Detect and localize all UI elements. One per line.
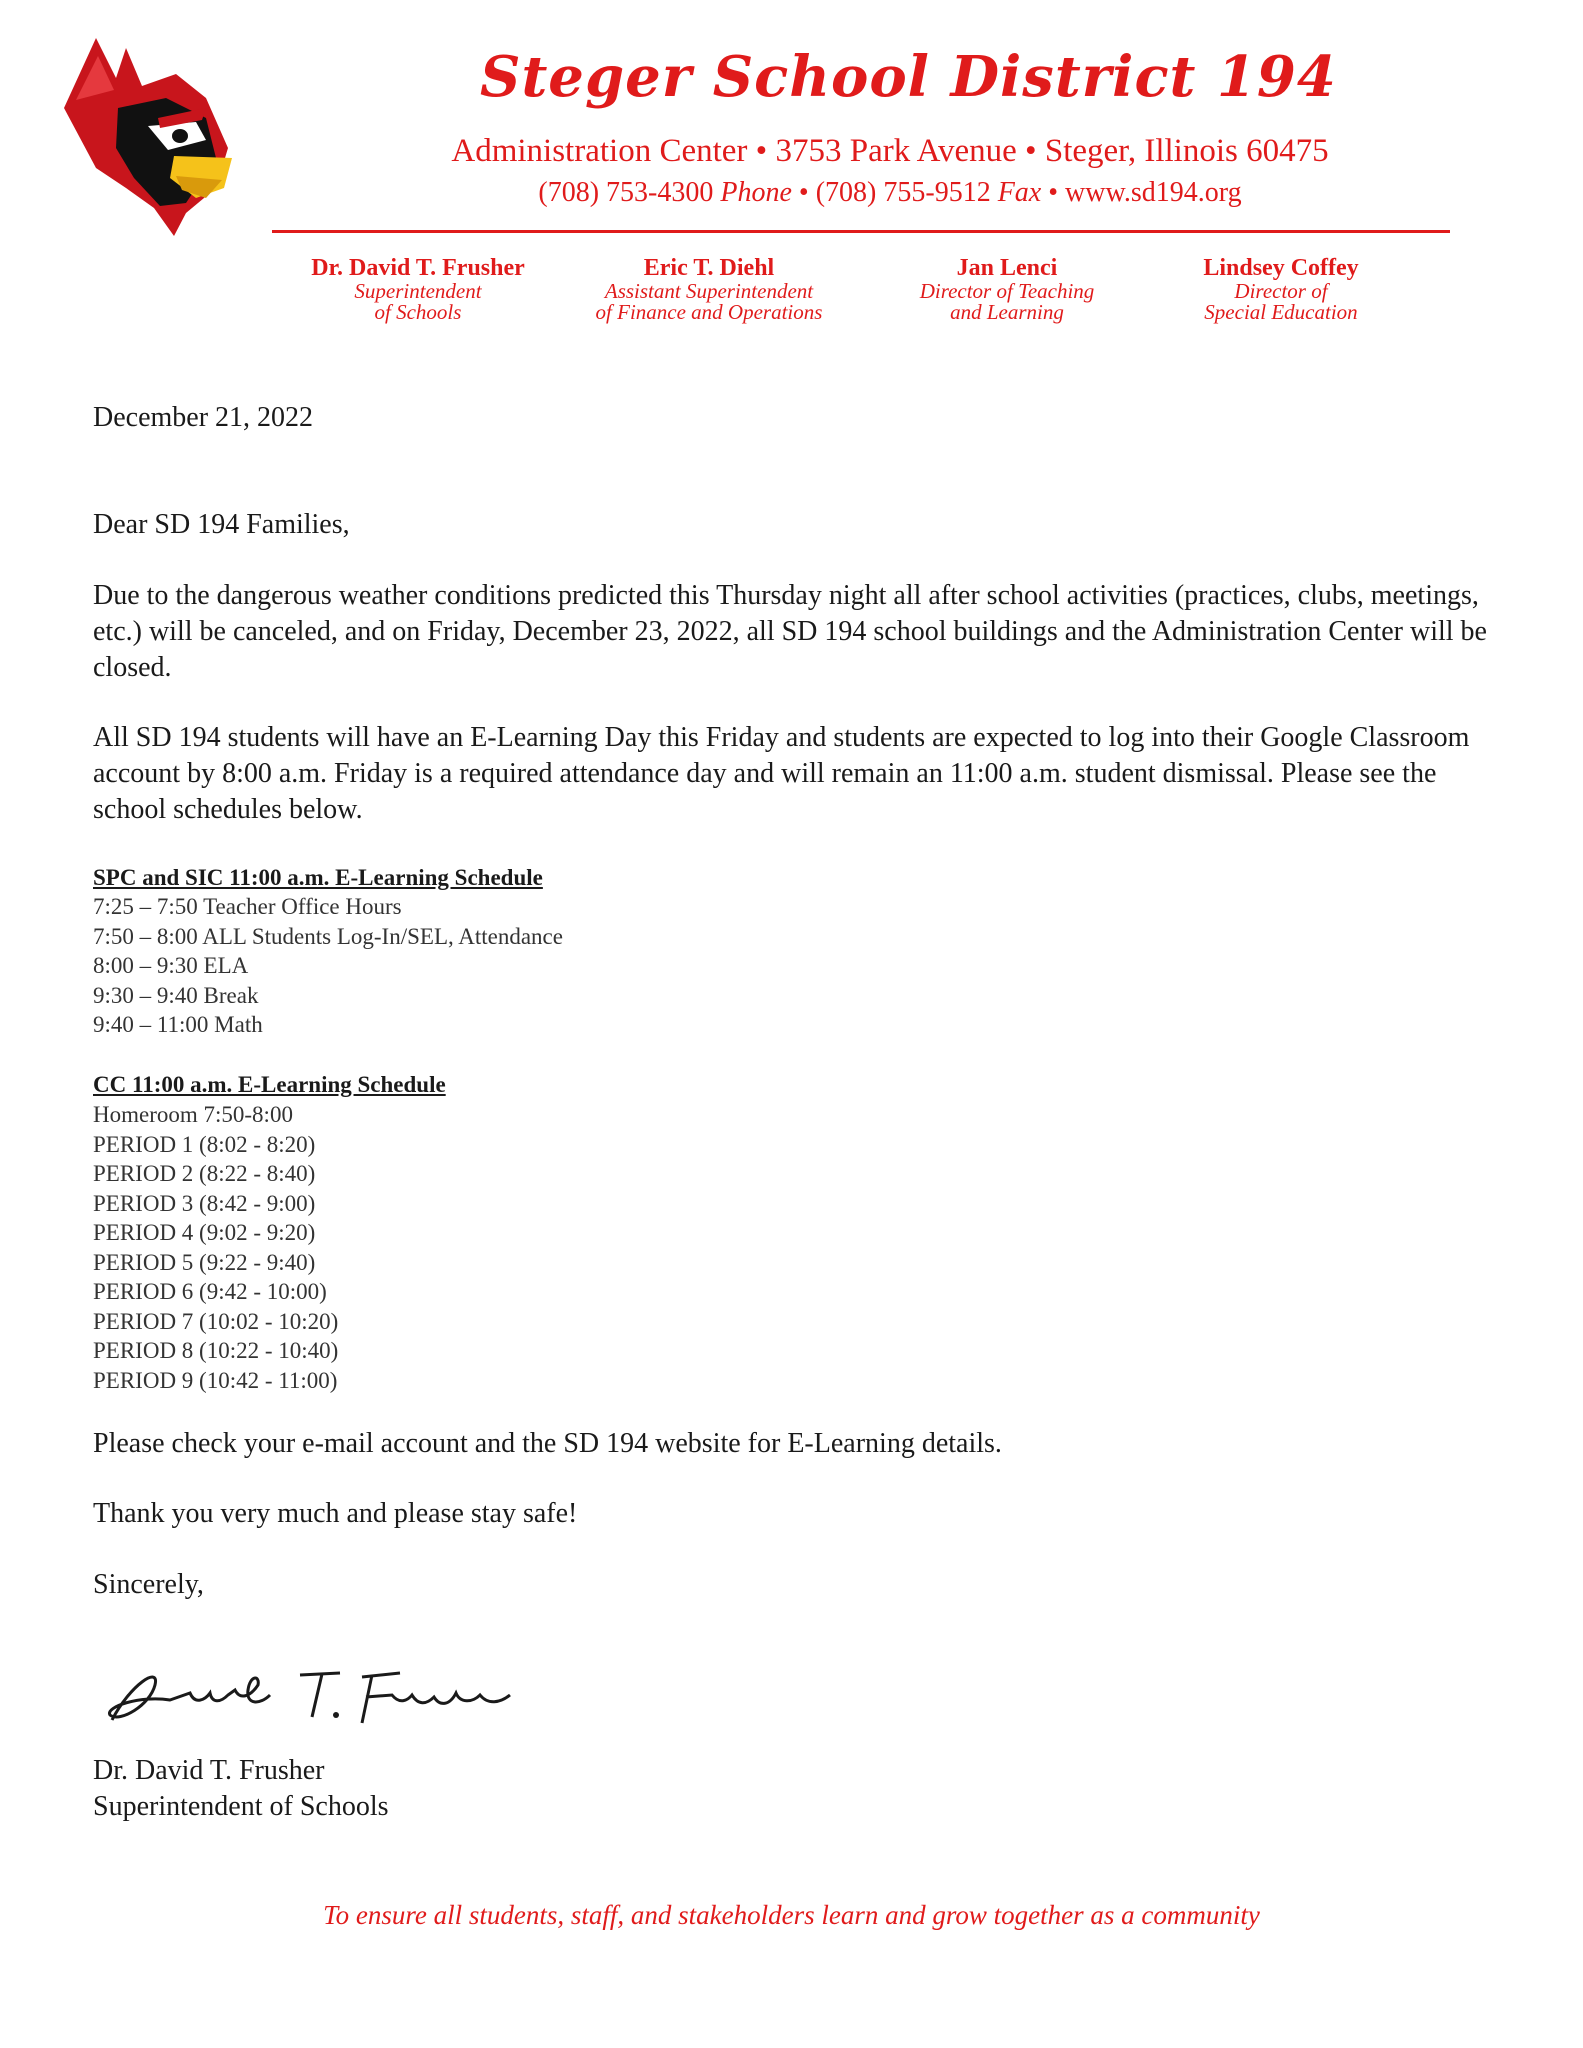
letter-date: December 21, 2022 (93, 402, 314, 433)
paragraph-closure: Due to the dangerous weather conditions predicted this Thursday night all after school activities (practices, clubs, meetings, etc.) will be canceled, and on Friday, December 23, 2022, all SD 194 school buildings and the Administration Center will be closed. (93, 580, 1487, 683)
staff-role: Special Education (1204, 300, 1358, 324)
staff-name: Jan Lenci (956, 255, 1058, 281)
fax-label: Fax (997, 177, 1042, 208)
staff-role: Director of Teaching (919, 279, 1095, 303)
list-item: 7:25 – 7:50 Teacher Office Hours (93, 894, 402, 919)
schedule-list-spc-sic (93, 892, 563, 1040)
staff-director-teaching (862, 255, 1152, 323)
list-item: PERIOD 4 (9:02 - 9:20) (93, 1220, 316, 1245)
list-item: PERIOD 2 (8:22 - 8:40) (93, 1161, 316, 1186)
district-address: Administration Center • 3753 Park Avenue • Steger, Illinois 60475 (451, 133, 1329, 169)
schedule-list-cc (93, 1100, 338, 1395)
staff-role: Superintendent (354, 279, 482, 303)
staff-role: Director of (1234, 279, 1328, 303)
signature-image (100, 1645, 520, 1735)
list-item: 8:00 – 9:30 ELA (93, 953, 249, 978)
fax-number: (708) 755-9512 (815, 177, 991, 208)
list-item: PERIOD 1 (8:02 - 8:20) (93, 1131, 316, 1157)
list-item: PERIOD 6 (9:42 - 10:00) (93, 1279, 327, 1304)
list-item: 9:40 – 11:00 Math (93, 1012, 263, 1037)
list-item: PERIOD 3 (8:42 - 9:00) (93, 1190, 316, 1216)
staff-name: Dr. David T. Frusher (311, 255, 525, 281)
cardinal-mascot-icon (56, 38, 234, 236)
phone-label: Phone (720, 177, 792, 208)
closing: Sincerely, (93, 1569, 204, 1600)
header-divider (272, 230, 1450, 233)
staff-role: and Learning (950, 300, 1064, 324)
signer-title: Superintendent of Schools (93, 1791, 389, 1822)
staff-director-special-ed (1136, 255, 1426, 323)
footer-motto: To ensure all students, staff, and stakeholders learn and grow together as a community (323, 1900, 1260, 1930)
staff-role: of Finance and Operations (595, 300, 823, 324)
paragraph-details: Please check your e-mail account and the SD 194 website for E-Learning details. (93, 1428, 1002, 1459)
separator: • (798, 177, 809, 208)
list-item: PERIOD 8 (10:22 - 10:40) (93, 1338, 339, 1363)
staff-superintendent (273, 255, 563, 323)
contact-line (300, 177, 1480, 209)
staff-name: Eric T. Diehl (643, 255, 775, 281)
staff-role: of Schools (374, 300, 462, 324)
list-item: PERIOD 7 (10:02 - 10:20) (93, 1308, 339, 1334)
paragraph-thanks: Thank you very much and please stay safe! (93, 1498, 578, 1529)
list-item: PERIOD 5 (9:22 - 9:40) (93, 1249, 316, 1275)
schedule-title-cc: CC 11:00 a.m. E-Learning Schedule (93, 1072, 446, 1097)
staff-name: Lindsey Coffey (1203, 255, 1359, 281)
website-link[interactable]: www.sd194.org (1065, 177, 1242, 208)
staff-role: Assistant Superintendent (604, 279, 814, 303)
list-item: 9:30 – 9:40 Break (93, 982, 259, 1008)
list-item: PERIOD 9 (10:42 - 11:00) (93, 1367, 338, 1393)
list-item: Homeroom 7:50-8:00 (93, 1102, 293, 1127)
separator: • (1048, 177, 1059, 208)
paragraph-elearning: All SD 194 students will have an E-Learning Day this Friday and students are expected to log into their Google Classroom account by 8:00 a.m. Friday is a required attendance day and will remain an 11:00 a.m. student dismissal. Please see the school schedules below. (93, 722, 1470, 825)
district-name: Steger School District 194 (480, 44, 1337, 110)
phone-number: (708) 753-4300 (538, 177, 714, 208)
staff-assistant-superintendent (564, 255, 854, 323)
schedule-title-spc-sic: SPC and SIC 11:00 a.m. E-Learning Schedule (93, 865, 543, 890)
signer-name: Dr. David T. Frusher (93, 1755, 325, 1786)
list-item: 7:50 – 8:00 ALL Students Log-In/SEL, Attendance (93, 923, 563, 949)
salutation: Dear SD 194 Families, (93, 509, 350, 540)
